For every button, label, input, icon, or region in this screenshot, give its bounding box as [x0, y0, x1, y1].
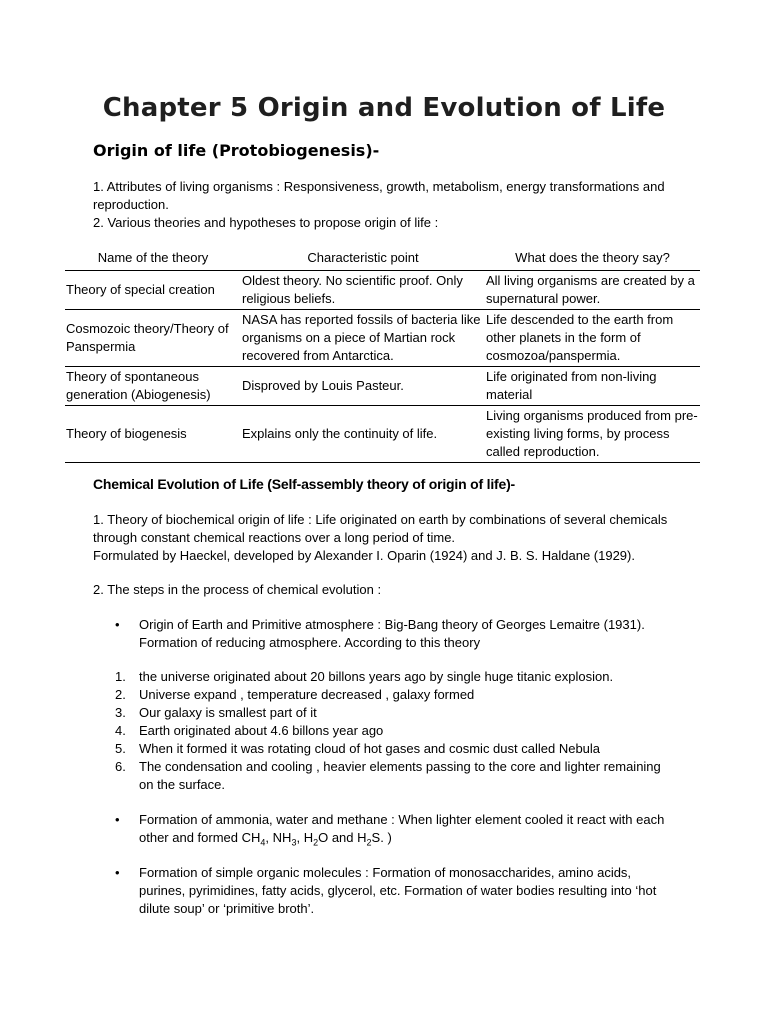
bullet-text: Origin of Earth and Primitive atmosphere : Big-Bang theory of Georges Lemaitre (1931). Formation of reducing atmosphere. According to this theory [139, 617, 645, 650]
list-item [115, 740, 675, 758]
table-cell: Explains only the continuity of life. [241, 406, 485, 463]
formula-separator: , [265, 830, 273, 845]
list-item [115, 722, 675, 740]
section-heading-chemical-evolution: Chemical Evolution of Life (Self-assembly theory of origin of life)- [93, 476, 515, 492]
page-title: Chapter 5 Origin and Evolution of Life [102, 93, 666, 123]
formulated-by-text: Formulated by Haeckel, developed by Alexander I. Oparin (1924) and J. B. S. Haldane (1929). [93, 548, 635, 563]
list-number: 2. [115, 687, 126, 702]
table-header-row [65, 249, 700, 271]
formula-subscript: 4 [260, 837, 266, 848]
list-number: 3. [115, 705, 126, 720]
table-row [65, 310, 700, 367]
list-number: 6. [115, 759, 126, 774]
list-item-text: Earth originated about 4.6 billons year ago [139, 723, 384, 738]
formula-separator: , [296, 830, 304, 845]
list-item-text: When it formed it was rotating cloud of hot gases and cosmic dust called Nebula [139, 741, 601, 756]
table-cell: Oldest theory. No scientific proof. Only religious beliefs. [241, 271, 485, 310]
theories-line: 2. Various theories and hypotheses to propose origin of life : [93, 215, 439, 230]
formula-part: NH [272, 830, 292, 845]
list-number: 5. [115, 741, 126, 756]
table-cell: Cosmozoic theory/Theory of Panspermia [65, 310, 241, 367]
formula-h2s [357, 830, 381, 848]
formula-h2o [303, 830, 329, 848]
list-number: 1. [115, 669, 126, 684]
formula-end: . ) [380, 830, 392, 845]
list-item-text: Our galaxy is smallest part of it [139, 705, 317, 720]
list-item-text: the universe originated about 20 billons years ago by single huge titanic explosion. [139, 669, 614, 684]
bullet-text: Formation of simple organic molecules : Formation of monosaccharides, amino acids, purines, pyrimidines, fatty acids, glycerol, etc. Formation of water bodies resulting into ‘hot dilute soup’ or ‘primitive broth’. [139, 865, 657, 916]
table-cell: Living organisms produced from pre-existing living forms, by process called reproduction. [485, 406, 700, 463]
table-row [65, 367, 700, 406]
table-row [65, 271, 700, 310]
list-item [115, 704, 675, 722]
table-cell: NASA has reported fossils of bacteria like organisms on a piece of Martian rock recovered from Antarctica. [241, 310, 485, 367]
attributes-line: 1. Attributes of living organisms : Responsiveness, growth, metabolism, energy transformations and reproduction. [93, 179, 665, 212]
formula-ch4 [241, 830, 266, 848]
table-cell: Theory of special creation [65, 271, 241, 310]
biochemical-origin-paragraph [93, 511, 713, 565]
table-cell: Theory of spontaneous generation (Abiogenesis) [65, 367, 241, 406]
bullet-text-main: Formation of ammonia, water and methane : When lighter element cooled it react with each other and formed [139, 812, 665, 845]
list-number: 4. [115, 723, 126, 738]
bullet-text [139, 811, 669, 847]
column-header: Name of the theory [65, 249, 241, 271]
intro-text [93, 178, 693, 232]
list-item-text: Universe expand , temperature decreased , galaxy formed [139, 687, 475, 702]
section-heading-origin: Origin of life (Protobiogenesis)- [93, 141, 380, 160]
formula-part: O [318, 830, 329, 845]
table-cell: Life originated from non-living material [485, 367, 700, 406]
column-header: Characteristic point [241, 249, 485, 271]
table-cell: All living organisms are created by a supernatural power. [485, 271, 700, 310]
biochemical-origin-text: 1. Theory of biochemical origin of life : Life originated on earth by combinations of several chemicals through constant chemical reactions over a long period of time. [93, 512, 668, 545]
list-item-text: The condensation and cooling , heavier elements passing to the core and lighter remaining on the surface. [139, 759, 661, 792]
formula-subscript: 3 [291, 837, 297, 848]
list-item [115, 686, 675, 704]
list-item [115, 758, 675, 794]
formula-subscript: 2 [313, 837, 319, 848]
formula-part: H [357, 830, 367, 845]
formula-part: CH [241, 830, 261, 845]
table-row [65, 406, 700, 463]
column-header: What does the theory say? [485, 249, 700, 271]
table-cell: Theory of biogenesis [65, 406, 241, 463]
formula-nh3 [272, 830, 297, 848]
bullet-icon: • [115, 617, 120, 632]
formula-part: H [303, 830, 314, 845]
formula-part: S [371, 830, 381, 845]
formula-subscript: 2 [366, 837, 372, 848]
formula-separator: and [328, 830, 358, 845]
table-cell: Disproved by Louis Pasteur. [241, 367, 485, 406]
list-item [115, 668, 675, 686]
bullet-icon: • [115, 865, 120, 880]
bullet-icon: • [115, 812, 120, 827]
table-cell: Life descended to the earth from other planets in the form of cosmozoa/panspermia. [485, 310, 700, 367]
numbered-steps-list [115, 668, 675, 794]
steps-intro-text: 2. The steps in the process of chemical evolution : [93, 582, 382, 597]
theories-table [65, 249, 700, 463]
